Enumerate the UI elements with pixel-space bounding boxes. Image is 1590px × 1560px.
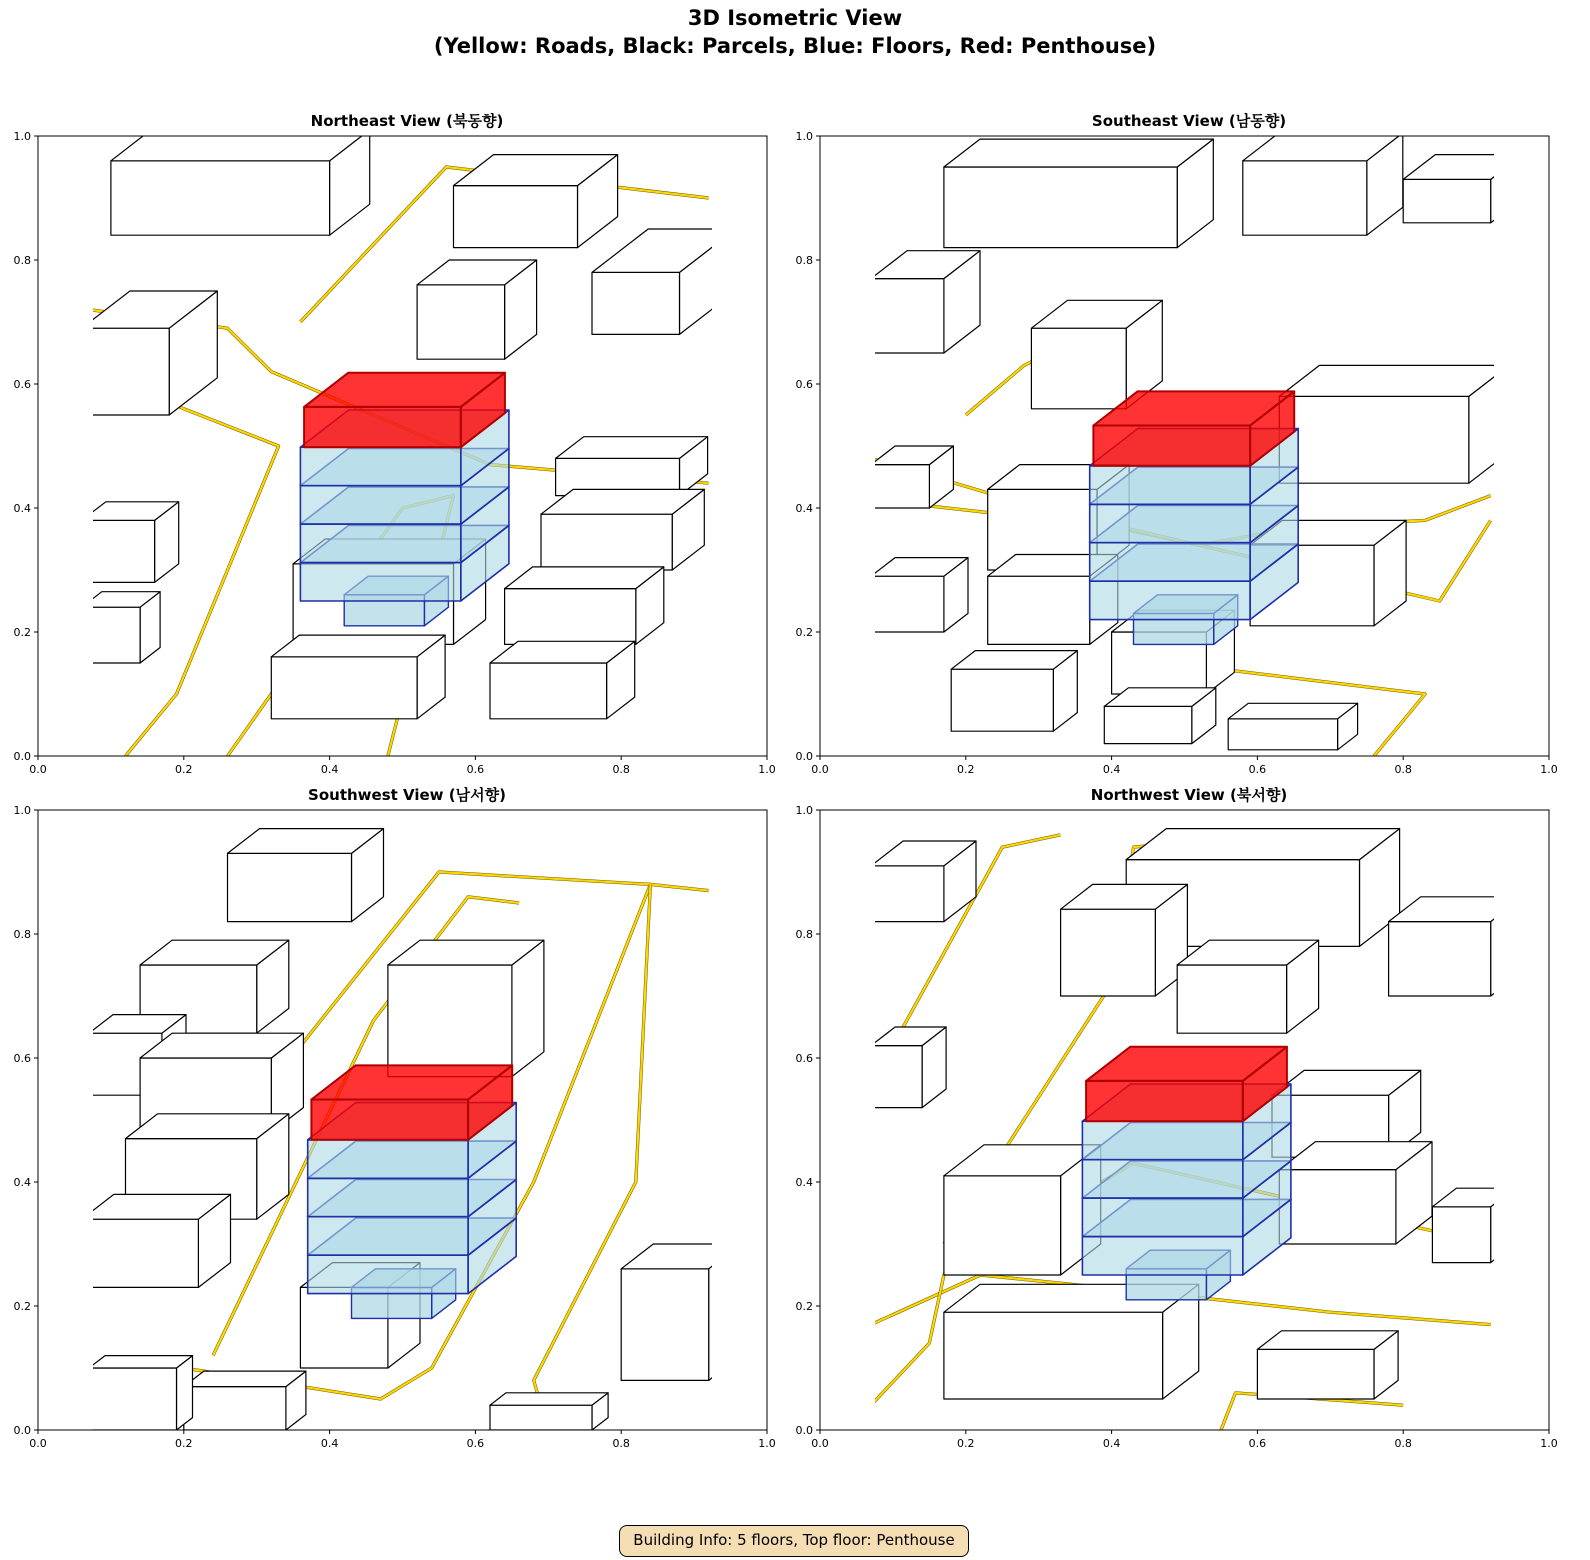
- x-tick-label: 0.0: [811, 763, 829, 776]
- penthouse: [1086, 1047, 1287, 1121]
- parcel-building-front: [388, 965, 512, 1077]
- parcel-building-front: [871, 866, 944, 922]
- parcel-building-front: [871, 465, 929, 508]
- parcel-building: [944, 1284, 1199, 1399]
- parcel-building-front: [184, 1387, 286, 1430]
- y-tick-label: 0.6: [795, 378, 813, 391]
- y-tick-label: 0.4: [795, 502, 813, 515]
- x-tick-label: 0.0: [811, 1437, 829, 1450]
- floor-3-front: [300, 486, 460, 524]
- parcel-building-front: [111, 161, 330, 235]
- plot-southeast: [782, 120, 1572, 790]
- parcel-building: [388, 940, 544, 1076]
- parcel-building-front: [1061, 909, 1156, 996]
- parcel-building: [871, 251, 980, 353]
- parcel-building-side: [1491, 897, 1523, 996]
- figure-subtitle: (Yellow: Roads, Black: Parcels, Blue: Floors, Red: Penthouse): [433, 34, 1157, 58]
- parcel-building-front: [1104, 706, 1192, 743]
- parcel-building-top: [89, 1356, 193, 1368]
- scene-southwest: [82, 829, 741, 1430]
- scene-southeast: [871, 133, 1523, 756]
- y-tick-label: 0.6: [795, 1052, 813, 1065]
- parcel-building: [1279, 365, 1509, 483]
- y-tick-label: 0.2: [795, 626, 813, 639]
- parcel-building-front: [944, 167, 1177, 248]
- parcel-building: [184, 1371, 306, 1430]
- parcel-building-front: [871, 279, 944, 353]
- x-tick-label: 0.4: [1102, 763, 1121, 776]
- parcel-building-top: [1126, 829, 1399, 860]
- floor-3-front: [308, 1178, 468, 1216]
- parcel-building-top: [1389, 897, 1523, 922]
- parcel-building: [871, 558, 968, 632]
- x-tick-label: 1.0: [758, 1437, 776, 1450]
- parcel-building-top: [944, 139, 1213, 167]
- penthouse-front: [304, 407, 461, 447]
- x-tick-label: 0.2: [175, 763, 193, 776]
- parcel-building-top: [111, 130, 370, 161]
- y-tick-label: 0.4: [13, 502, 31, 515]
- parcel-building: [89, 1356, 193, 1430]
- x-tick-label: 0.6: [1248, 1437, 1267, 1450]
- x-tick-label: 0.8: [612, 1437, 630, 1450]
- parcel-building-front: [82, 1219, 199, 1287]
- parcel-building: [490, 1393, 608, 1430]
- penthouse: [1093, 391, 1294, 465]
- x-tick-label: 1.0: [1540, 1437, 1558, 1450]
- x-tick-label: 1.0: [1540, 763, 1558, 776]
- x-tick-label: 0.0: [29, 763, 47, 776]
- x-tick-label: 0.2: [175, 1437, 193, 1450]
- floor-4-front: [300, 447, 460, 486]
- parcel-building-front: [271, 657, 417, 719]
- building-info-box: Building Info: 5 floors, Top floor: Penthouse: [619, 1525, 969, 1557]
- y-tick-label: 0.2: [13, 1300, 31, 1313]
- parcel-building-front: [1177, 965, 1286, 1033]
- x-tick-label: 0.6: [466, 1437, 485, 1450]
- floor-1-front: [1082, 1237, 1242, 1275]
- y-tick-label: 0.8: [795, 254, 813, 267]
- parcel-building-front: [1243, 161, 1367, 235]
- parcel-building-top: [1279, 365, 1509, 396]
- plot-northeast: [0, 120, 790, 790]
- parcel-building-front: [454, 186, 578, 248]
- parcel-building-front: [1228, 719, 1337, 750]
- y-tick-label: 0.4: [795, 1176, 813, 1189]
- parcel-building: [951, 651, 1077, 732]
- parcel-building-side: [1491, 1188, 1515, 1262]
- parcel-building-front: [505, 589, 636, 645]
- parcel-building: [871, 1027, 946, 1108]
- parcel-building-front: [1031, 328, 1126, 409]
- floor-3-front: [1082, 1160, 1242, 1198]
- y-tick-label: 0.2: [13, 626, 31, 639]
- parcel-building: [1432, 1188, 1514, 1262]
- parcel-building-front: [82, 520, 155, 582]
- penthouse-front: [1086, 1081, 1243, 1121]
- y-tick-label: 1.0: [795, 130, 813, 143]
- y-tick-label: 0.6: [13, 1052, 31, 1065]
- floor-2-front: [1090, 543, 1250, 582]
- parcel-building: [111, 130, 370, 235]
- scene-northwest: [871, 829, 1523, 1430]
- parcel-building: [1279, 1142, 1432, 1244]
- y-tick-label: 0.8: [13, 254, 31, 267]
- parcel-building-front: [82, 328, 170, 415]
- parcel-building-top: [505, 567, 664, 589]
- y-tick-label: 0.8: [13, 928, 31, 941]
- y-tick-label: 0.0: [13, 1424, 31, 1437]
- floor-3-front: [1090, 504, 1250, 542]
- penthouse: [311, 1065, 512, 1139]
- parcel-building-front: [1257, 1349, 1374, 1399]
- parcel-building-front: [89, 1368, 177, 1430]
- floor-2-front: [308, 1217, 468, 1256]
- plot-northwest: [782, 794, 1572, 1464]
- parcel-building: [82, 1194, 231, 1287]
- parcel-building: [490, 641, 635, 719]
- parcel-building-front: [592, 272, 680, 334]
- parcel-building: [271, 635, 445, 719]
- y-tick-label: 0.8: [795, 928, 813, 941]
- parcel-building: [82, 502, 179, 583]
- parcel-building: [1257, 1331, 1398, 1399]
- x-tick-label: 0.6: [1248, 763, 1267, 776]
- parcel-building-top: [592, 229, 736, 272]
- parcel-building-front: [1279, 396, 1469, 483]
- parcel-building: [1177, 940, 1318, 1033]
- y-tick-label: 0.2: [795, 1300, 813, 1313]
- parcel-building-front: [1279, 1170, 1396, 1244]
- parcel-building: [1104, 688, 1216, 744]
- y-tick-label: 0.0: [13, 750, 31, 763]
- penthouse: [304, 373, 505, 447]
- parcel-building: [556, 437, 708, 496]
- parcel-building-front: [82, 607, 140, 663]
- y-tick-label: 0.4: [13, 1176, 31, 1189]
- parcel-building-top: [1257, 1331, 1398, 1350]
- parcel-building-top: [1228, 703, 1357, 719]
- parcel-building: [871, 841, 976, 922]
- parcel-building: [1389, 897, 1523, 996]
- parcel-building-front: [1432, 1207, 1490, 1263]
- floor-2-front: [300, 524, 460, 563]
- x-tick-label: 0.8: [1394, 763, 1412, 776]
- x-tick-label: 0.2: [957, 1437, 975, 1450]
- penthouse-front: [311, 1100, 468, 1140]
- parcel-building: [228, 829, 384, 922]
- parcel-building-front: [490, 1405, 592, 1430]
- parcel-building-top: [184, 1371, 306, 1387]
- x-tick-label: 0.4: [320, 763, 339, 776]
- parcel-building-top: [1403, 155, 1523, 180]
- parcel-building-side: [709, 1244, 741, 1380]
- parcel-building: [944, 139, 1213, 248]
- parcel-building-front: [490, 663, 607, 719]
- parcel-building: [944, 1145, 1101, 1275]
- panel-title-southwest: Southwest View (남서향): [308, 786, 506, 804]
- parcel-building-front: [944, 1176, 1061, 1275]
- parcel-building-front: [951, 669, 1053, 731]
- y-tick-label: 0.0: [795, 1424, 813, 1437]
- parcel-building: [1243, 133, 1403, 235]
- parcel-building-front: [871, 576, 944, 632]
- panel-title-northeast: Northeast View (북동향): [310, 112, 504, 130]
- x-tick-label: 0.8: [1394, 1437, 1412, 1450]
- parcel-building-side: [1491, 155, 1523, 223]
- plot-southwest: [0, 794, 790, 1464]
- parcel-building: [505, 567, 664, 645]
- parcel-building-top: [490, 1393, 608, 1405]
- parcel-building-front: [1403, 179, 1491, 222]
- parcel-building: [82, 592, 160, 663]
- y-tick-label: 1.0: [13, 804, 31, 817]
- parcel-building-front: [944, 1312, 1163, 1399]
- parcel-building: [454, 155, 618, 248]
- x-tick-label: 0.2: [957, 763, 975, 776]
- parcel-building-front: [621, 1269, 709, 1381]
- parcel-building: [82, 291, 218, 415]
- parcel-building: [871, 446, 953, 508]
- y-tick-label: 0.0: [795, 750, 813, 763]
- floor-4-front: [1082, 1121, 1242, 1160]
- parcel-building-front: [988, 576, 1090, 644]
- parcel-building-top: [271, 635, 445, 657]
- parcel-building: [1228, 703, 1357, 750]
- scene-northeast: [82, 130, 736, 756]
- parcel-building-front: [417, 285, 505, 359]
- floor-4-front: [308, 1140, 468, 1179]
- parcel-building-front: [541, 514, 672, 570]
- figure-title: 3D Isometric View: [687, 6, 903, 30]
- x-tick-label: 0.6: [466, 763, 485, 776]
- parcel-building-front: [1389, 922, 1491, 996]
- parcel-building: [621, 1244, 741, 1380]
- parcel-building-front: [228, 853, 352, 921]
- x-tick-label: 1.0: [758, 763, 776, 776]
- parcel-building-top: [1432, 1188, 1514, 1207]
- y-tick-label: 1.0: [795, 804, 813, 817]
- panel-title-northwest: Northwest View (북서향): [1090, 786, 1288, 804]
- y-tick-label: 0.6: [13, 378, 31, 391]
- penthouse-front: [1093, 426, 1250, 466]
- x-tick-label: 0.8: [612, 763, 630, 776]
- parcel-building-top: [621, 1244, 741, 1269]
- floor-2-front: [1082, 1198, 1242, 1237]
- x-tick-label: 0.0: [29, 1437, 47, 1450]
- floor-4-front: [1090, 466, 1250, 505]
- y-tick-label: 1.0: [13, 130, 31, 143]
- parcel-building: [1403, 155, 1523, 223]
- parcel-building: [592, 229, 736, 334]
- floor-1-front: [308, 1255, 468, 1293]
- x-tick-label: 0.4: [1102, 1437, 1121, 1450]
- floor-1-front: [300, 563, 460, 601]
- parcel-building: [541, 489, 704, 570]
- floor-1-front: [1090, 581, 1250, 619]
- panel-title-southeast: Southeast View (남동향): [1091, 112, 1287, 130]
- parcel-building-front: [871, 1046, 922, 1108]
- x-tick-label: 0.4: [320, 1437, 339, 1450]
- parcel-building: [417, 260, 536, 359]
- parcel-building: [1061, 884, 1188, 996]
